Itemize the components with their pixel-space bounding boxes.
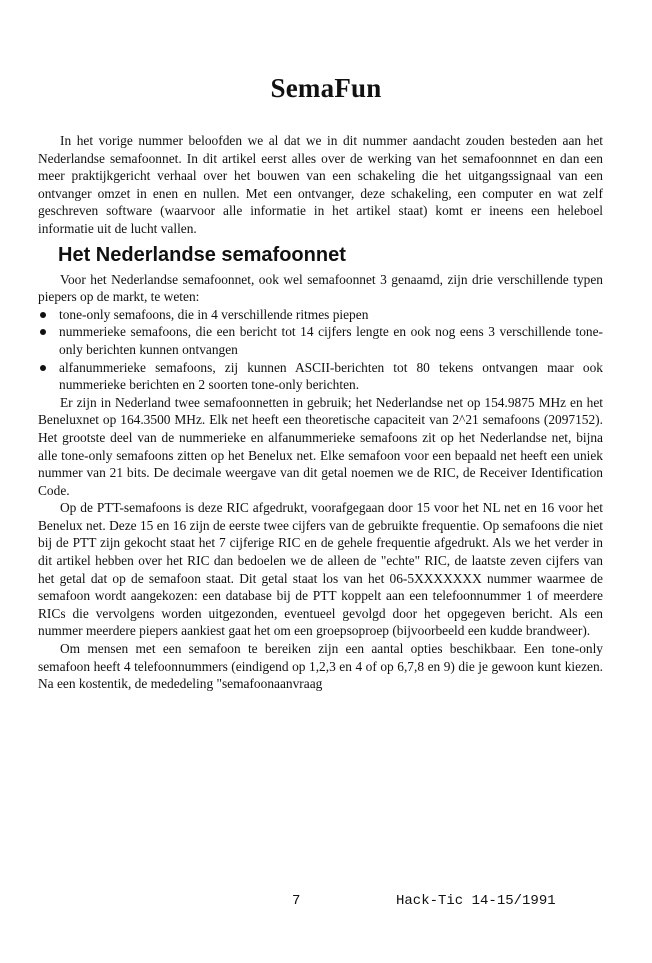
section-heading: Het Nederlandse semafoonnet	[58, 243, 346, 266]
list-item	[38, 359, 603, 394]
list-item-text: alfanummerieke semafoons, zij kunnen ASCII-berichten tot 80 tekens ontvangen maar ook nummerieke berichten en 2 soorten tone-only berichten.	[59, 359, 603, 393]
article-body	[38, 132, 603, 693]
list-item	[38, 306, 603, 324]
list-item-text: nummerieke semafoons, die een bericht tot 14 cijfers lengte en ook nog eens 3 verschillende tone-only berichten kunnen ontvangen	[59, 324, 603, 357]
page-number: 7	[292, 893, 301, 909]
page-title: SemaFun	[270, 73, 382, 103]
pager-types-list	[38, 306, 603, 394]
body-paragraph: Om mensen met een semafoon te bereiken zijn een aantal opties beschikbaar. Een tone-only semafoon heeft 4 telefoonnummers (eindigend op 1,2,3 en 4 of op 6,7,8 en 9) die je gewoon kunt kiezen. Na een kostentik, de mededeling "semafoonaanvraag	[38, 641, 603, 692]
intro-paragraph: In het vorige nummer beloofden we al dat we in dit nummer aandacht zouden besteden aan het Nederlandse semafoonnet. In dit artikel eerst alles over de werking van het semafoonnnet en dan een meer praktijkgericht verhaal over het bouwen van een schakeling die het uitgangssignaal van een ontvanger omzet in enen en nullen. Met een ontvanger, deze schakeling, een computer en wat zelf geschreven software (waarvoor alle informatie in het artikel staat) komt er ineens een heleboel informatie uit de lucht vallen.	[38, 133, 603, 236]
bullet-icon	[40, 365, 46, 371]
bullet-icon	[40, 329, 46, 335]
page-footer	[0, 893, 652, 913]
body-paragraph: Op de PTT-semafoons is deze RIC afgedrukt, voorafgegaan door 15 voor het NL net en 16 voor het Benelux net. Deze 15 en 16 zijn de eerste twee cijfers van de gebruikte frequentie. Op semafoons die niet bij de PTT zijn gekocht staat het 7 cijferige RIC en de gehele frequentie afgedrukt. Als we het verder in dit artikel hebben over het RIC dan bedoelen we de alleen de "echte" RIC, de laatste zeven cijfers van het getal dat op de semafoon staat. Dit getal staat los van het 06-5XXXXXXX nummer waarmee de semafoon wordt aangekozen: een database bij de PTT koppelt aan een telefoonnummer 1 of meerdere RICs die vervolgens worden uitgezonden, eventueel gevolgd door het opgegeven bericht. Als een nummer meerdere piepers aankiest gaat het om een groepsoproep (bijvoorbeeld een kudde brandweer).	[38, 500, 603, 639]
list-item-text: tone-only semafoons, die in 4 verschillende ritmes piepen	[59, 306, 369, 322]
magazine-issue: Hack-Tic 14-15/1991	[396, 893, 556, 909]
list-item	[38, 323, 603, 358]
bullet-icon	[40, 312, 46, 318]
body-paragraph: Er zijn in Nederland twee semafoonnetten in gebruik; het Nederlandse net op 154.9875 MHz en het Beneluxnet op 164.3500 MHz. Elk net heeft een theoretische capaciteit van 2^21 semafoons (2097152). Het grootste deel van de nummerieke en alfanummerieke semafoons zit op het Nederlandse net, bijna alle tone-only semafoons zitten op het Benelux net. Elke semafoon voor een bepaald net heeft een uniek nummer van 21 bits. De decimale weergave van dit getal noemen we de RIC, de Receiver Identification Code.	[38, 394, 603, 498]
section-lead-paragraph: Voor het Nederlandse semafoonnet, ook wel semafoonnet 3 genaamd, zijn drie verschillende typen piepers op de markt, te weten:	[38, 271, 603, 305]
